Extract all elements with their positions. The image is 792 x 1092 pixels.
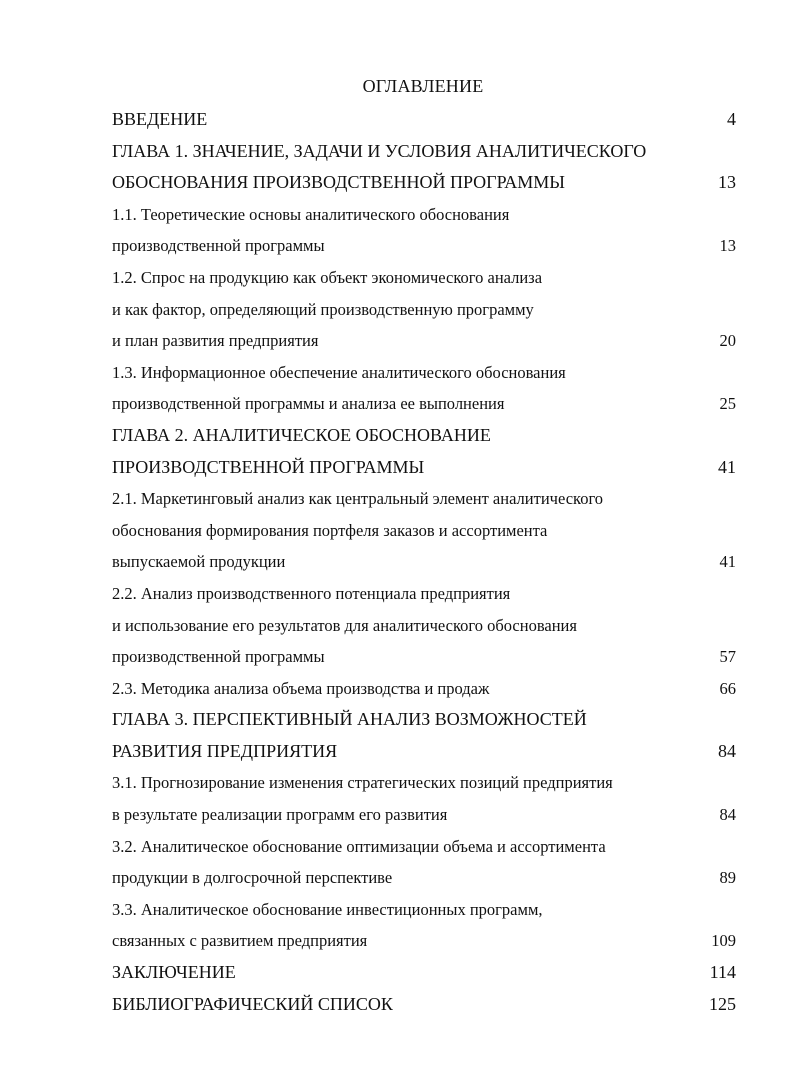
toc-entry-title: производственной программы bbox=[112, 647, 325, 667]
toc-line bbox=[112, 452, 736, 484]
toc-line bbox=[112, 546, 736, 578]
toc-entry[interactable] bbox=[112, 957, 736, 989]
toc-line bbox=[112, 704, 736, 736]
toc-entry-title: ОБОСНОВАНИЯ ПРОИЗВОДСТВЕННОЙ ПРОГРАММЫ bbox=[112, 172, 565, 193]
toc-entry-title: 2.1. Маркетинговый анализ как центральный элемент аналитического bbox=[112, 489, 604, 509]
toc-entry[interactable] bbox=[112, 578, 736, 673]
toc-line bbox=[112, 578, 736, 610]
toc-line bbox=[112, 767, 736, 799]
toc-page-number: 57 bbox=[719, 647, 736, 667]
page-title: ОГЛАВЛЕНИЕ bbox=[362, 76, 484, 96]
toc-line bbox=[112, 483, 736, 515]
toc-entry-title: ГЛАВА 1. ЗНАЧЕНИЕ, ЗАДАЧИ И УСЛОВИЯ АНАЛИТИЧЕСКОГО bbox=[112, 140, 647, 161]
toc-page-number: 41 bbox=[718, 456, 736, 477]
toc-line bbox=[112, 325, 736, 357]
toc-entry[interactable] bbox=[112, 104, 736, 136]
toc-entry-title: производственной программы bbox=[112, 236, 325, 256]
toc-page-number: 89 bbox=[719, 868, 736, 888]
toc-page-number: 20 bbox=[719, 331, 736, 351]
toc-entry-title: 1.1. Теоретические основы аналитического обоснования bbox=[112, 204, 510, 224]
toc-entry-title: выпускаемой продукции bbox=[112, 552, 286, 572]
toc-entry-title: 1.2. Спрос на продукцию как объект экономического анализа bbox=[112, 267, 543, 287]
toc-line bbox=[112, 230, 736, 262]
toc-entry[interactable] bbox=[112, 357, 736, 420]
toc-entry-title: в результате реализации программ его развития bbox=[112, 805, 448, 825]
toc-line bbox=[112, 925, 736, 957]
toc-entry[interactable] bbox=[112, 136, 736, 199]
toc-entry[interactable] bbox=[112, 894, 736, 957]
toc-line bbox=[112, 388, 736, 420]
toc-entry-title: ПРОИЗВОДСТВЕННОЙ ПРОГРАММЫ bbox=[112, 456, 425, 477]
toc-entry[interactable] bbox=[112, 483, 736, 578]
toc-line bbox=[112, 957, 736, 989]
toc-line bbox=[112, 262, 736, 294]
toc-entry[interactable] bbox=[112, 420, 736, 483]
toc-page-number: 4 bbox=[727, 109, 736, 129]
toc-entry-title: производственной программы и анализа ее выполнения bbox=[112, 394, 505, 414]
toc-entry-title: РАЗВИТИЯ ПРЕДПРИЯТИЯ bbox=[112, 740, 338, 761]
toc-entry-title: и план развития предприятия bbox=[112, 331, 319, 351]
toc-line bbox=[112, 136, 736, 168]
toc-entry-title: продукции в долгосрочной перспективе bbox=[112, 868, 393, 888]
toc-entry-title: 2.2. Анализ производственного потенциала предприятия bbox=[112, 583, 511, 603]
toc-line bbox=[112, 199, 736, 231]
toc-page-number: 114 bbox=[709, 962, 736, 983]
toc-entry-title: 3.3. Аналитическое обоснование инвестиционных программ, bbox=[112, 899, 543, 919]
toc-entry-title: связанных с развитием предприятия bbox=[112, 931, 368, 951]
toc-line bbox=[112, 862, 736, 894]
toc-entry[interactable] bbox=[112, 989, 736, 1021]
toc-entry-title: БИБЛИОГРАФИЧЕСКИЙ СПИСОК bbox=[112, 993, 393, 1014]
toc-entry[interactable] bbox=[112, 262, 736, 357]
toc-page-number: 66 bbox=[719, 678, 736, 698]
toc-entry-title: 1.3. Информационное обеспечение аналитического обоснования bbox=[112, 362, 566, 382]
toc-line bbox=[112, 610, 736, 642]
toc-page-number: 84 bbox=[719, 805, 736, 825]
toc-line bbox=[112, 104, 736, 136]
toc-entry[interactable] bbox=[112, 673, 736, 705]
toc-line bbox=[112, 167, 736, 199]
toc-entry-title: ГЛАВА 2. АНАЛИТИЧЕСКОЕ ОБОСНОВАНИЕ bbox=[112, 424, 491, 445]
toc-page-number: 109 bbox=[711, 931, 736, 951]
toc-entry-title: и использование его результатов для аналитического обоснования bbox=[112, 615, 577, 635]
toc-page-number: 25 bbox=[719, 394, 736, 414]
toc-entry[interactable] bbox=[112, 831, 736, 894]
toc-page-number: 84 bbox=[718, 740, 736, 761]
toc-page-number: 125 bbox=[709, 993, 736, 1014]
toc-line bbox=[112, 673, 736, 705]
toc-line bbox=[112, 799, 736, 831]
toc-entry[interactable] bbox=[112, 199, 736, 262]
toc-line bbox=[112, 641, 736, 673]
toc-page-number: 13 bbox=[719, 236, 736, 256]
toc-entry-title: 3.2. Аналитическое обоснование оптимизации объема и ассортимента bbox=[112, 836, 606, 856]
toc-line bbox=[112, 989, 736, 1021]
toc-entry[interactable] bbox=[112, 767, 736, 830]
toc-page-number: 13 bbox=[718, 172, 736, 193]
table-of-contents bbox=[112, 104, 736, 1020]
toc-entry[interactable] bbox=[112, 704, 736, 767]
toc-line bbox=[112, 420, 736, 452]
toc-entry-title: ВВЕДЕНИЕ bbox=[112, 109, 208, 129]
toc-entry-title: обоснования формирования портфеля заказов и ассортимента bbox=[112, 520, 548, 540]
toc-entry-title: ГЛАВА 3. ПЕРСПЕКТИВНЫЙ АНАЛИЗ ВОЗМОЖНОСТЕЙ bbox=[112, 709, 587, 730]
toc-page-number: 41 bbox=[719, 552, 736, 572]
toc-line bbox=[112, 736, 736, 768]
toc-entry-title: 2.3. Методика анализа объема производства и продаж bbox=[112, 678, 490, 698]
toc-line bbox=[112, 515, 736, 547]
toc-line bbox=[112, 294, 736, 326]
toc-line bbox=[112, 894, 736, 926]
toc-entry-title: ЗАКЛЮЧЕНИЕ bbox=[112, 962, 236, 983]
toc-entry-title: и как фактор, определяющий производственную программу bbox=[112, 299, 534, 319]
toc-line bbox=[112, 831, 736, 863]
toc-line bbox=[112, 357, 736, 389]
toc-entry-title: 3.1. Прогнозирование изменения стратегических позиций предприятия bbox=[112, 773, 613, 793]
